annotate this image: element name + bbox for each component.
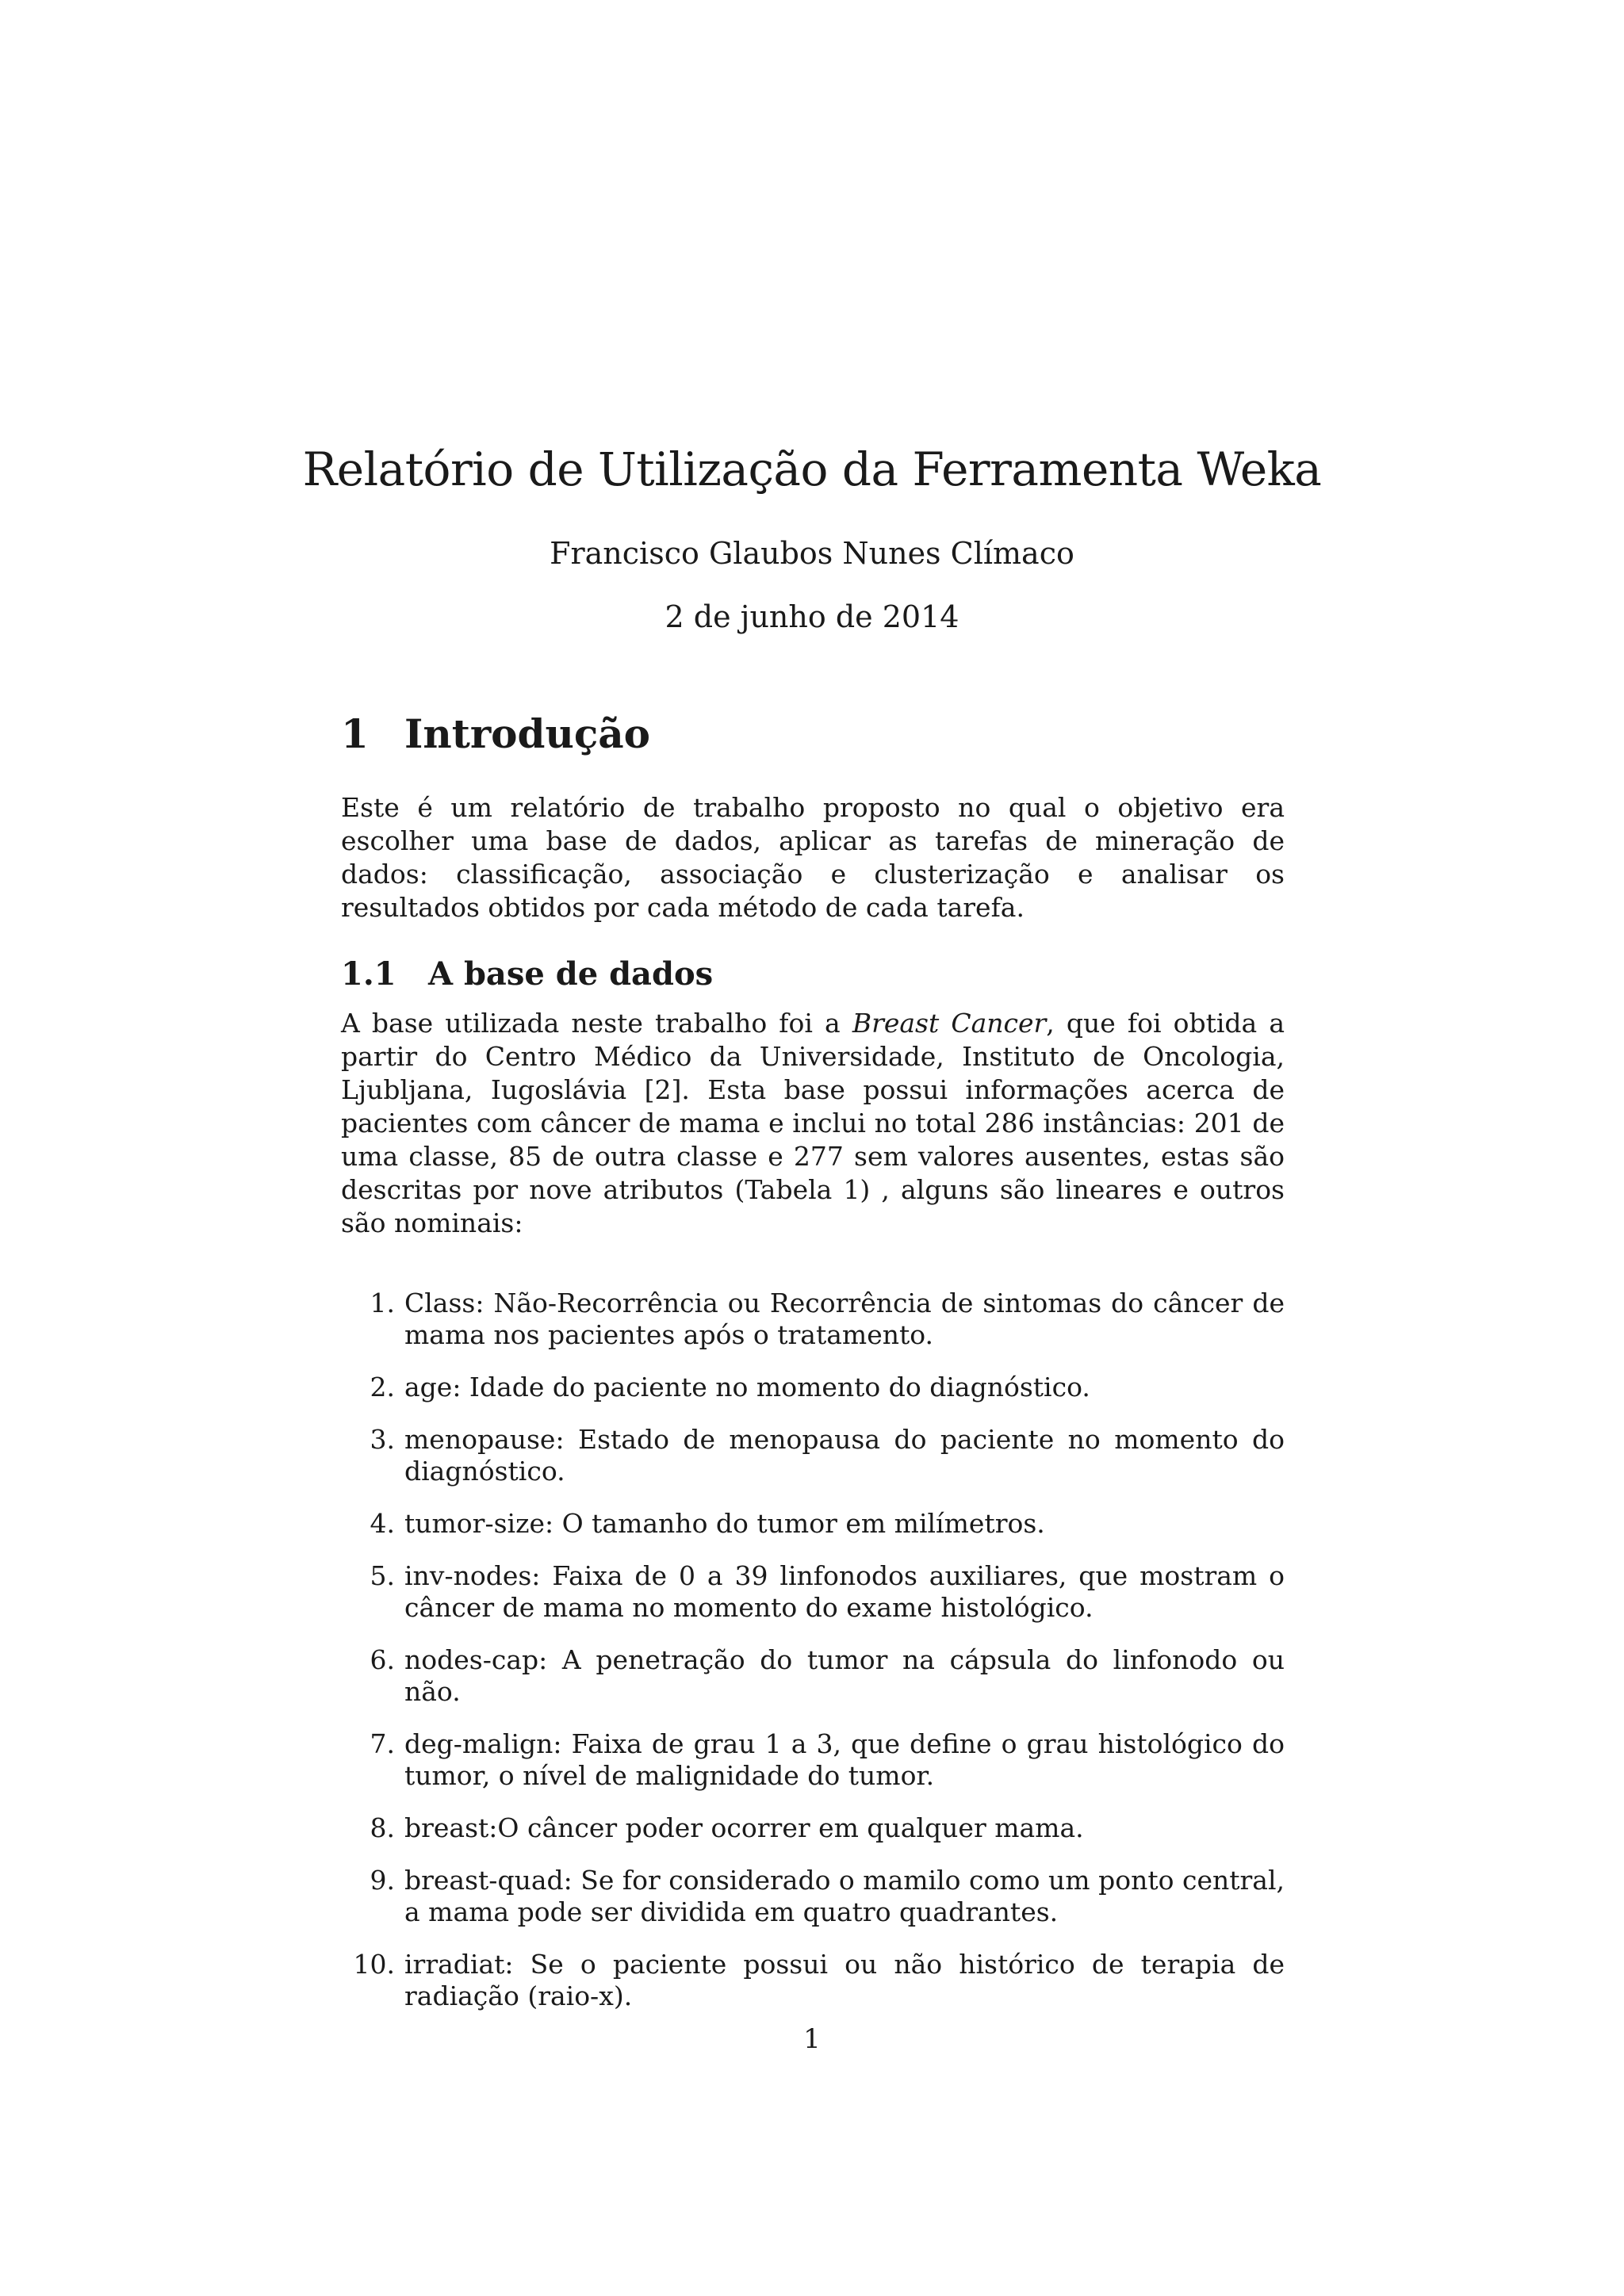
list-item-text: nodes-cap: A penetração do tumor na cápsula do linfonodo ou não. [404,1644,1285,1707]
list-item [341,1424,1285,1487]
list-item-text: Class: Não-Recorrência ou Recorrência de sintomas do câncer de mama nos pacientes após o tratamento. [404,1288,1285,1350]
section-number: 1 [341,710,369,757]
list-item [341,1728,1285,1792]
list-item [341,1949,1285,2012]
subsection-heading [341,951,1285,996]
list-item-number: 2. [370,1372,395,1402]
section-title: Introdução [404,710,651,757]
list-item [341,1560,1285,1624]
list-item-text: age: Idade do paciente no momento do diagnóstico. [404,1372,1090,1402]
list-item-number: 1. [370,1288,395,1318]
list-item-number: 4. [370,1508,395,1539]
paragraph-text: A base utilizada neste trabalho foi a [341,1008,852,1039]
section-heading [341,706,1285,761]
list-item [341,1508,1285,1540]
document-date: 2 de junho de 2014 [665,599,959,634]
intro-paragraph: Este é um relatório de trabalho proposto no qual o objetivo era escolher uma base de dados, aplicar as tarefas de mineração de dados: classificação, associação e clusterização e analisar os resultados obtidos por cada método de cada tarefa. [341,792,1285,923]
list-item [341,1644,1285,1708]
list-item-text: breast:O câncer poder ocorrer em qualquer mama. [404,1812,1084,1843]
list-item-text: irradiat: Se o paciente possui ou não histórico de terapia de radiação (raio-x). [404,1949,1285,2011]
list-item-text: deg-malign: Faixa de grau 1 a 3, que define o grau histológico do tumor, o nível de malignidade do tumor. [404,1728,1285,1791]
list-item [341,1372,1285,1403]
page-number: 1 [803,2023,821,2055]
list-item-text: tumor-size: O tamanho do tumor em milímetros. [404,1508,1045,1539]
list-item [341,1288,1285,1351]
list-item-number: 7. [370,1728,395,1759]
list-item-number: 3. [370,1424,395,1455]
list-item-text: inv-nodes: Faixa de 0 a 39 linfonodos auxiliares, que mostram o câncer de mama no momento do exame histológico. [404,1560,1285,1623]
document-body [341,706,1285,2033]
list-item [341,1865,1285,1928]
attribute-list [341,1288,1285,2012]
list-item-number: 5. [370,1560,395,1591]
list-item-number: 8. [370,1812,395,1843]
document-author: Francisco Glaubos Nunes Clímaco [550,536,1074,571]
list-item-text: breast-quad: Se for considerado o mamilo como um ponto central, a mama pode ser dividida em quatro quadrantes. [404,1865,1285,1927]
list-item-number: 6. [370,1644,395,1675]
list-item [341,1812,1285,1844]
subsection-number: 1.1 [341,955,396,993]
document-title: Relatório de Utilização da Ferramenta Weka [302,442,1322,496]
list-item-text: menopause: Estado de menopausa do paciente no momento do diagnóstico. [404,1424,1285,1487]
dataset-name: Breast Cancer [852,1008,1047,1039]
database-paragraph [341,1007,1285,1240]
paragraph-text: , que foi obtida a partir do Centro Médico da Universidade, Instituto de Oncologia, Ljubljana, Iugoslávia [2]. Esta base possui informações acerca de pacientes com câncer de mama e inclui no total 286 instâncias: 201 de uma classe, 85 de outra classe e 277 sem valores ausentes, estas são descritas por nove atributos (Tabela 1) , alguns são lineares e outros são nominais: [341,1008,1285,1238]
subsection-title: A base de dados [428,955,714,993]
list-item-number: 9. [370,1865,395,1896]
list-item-number: 10. [353,1949,395,1980]
